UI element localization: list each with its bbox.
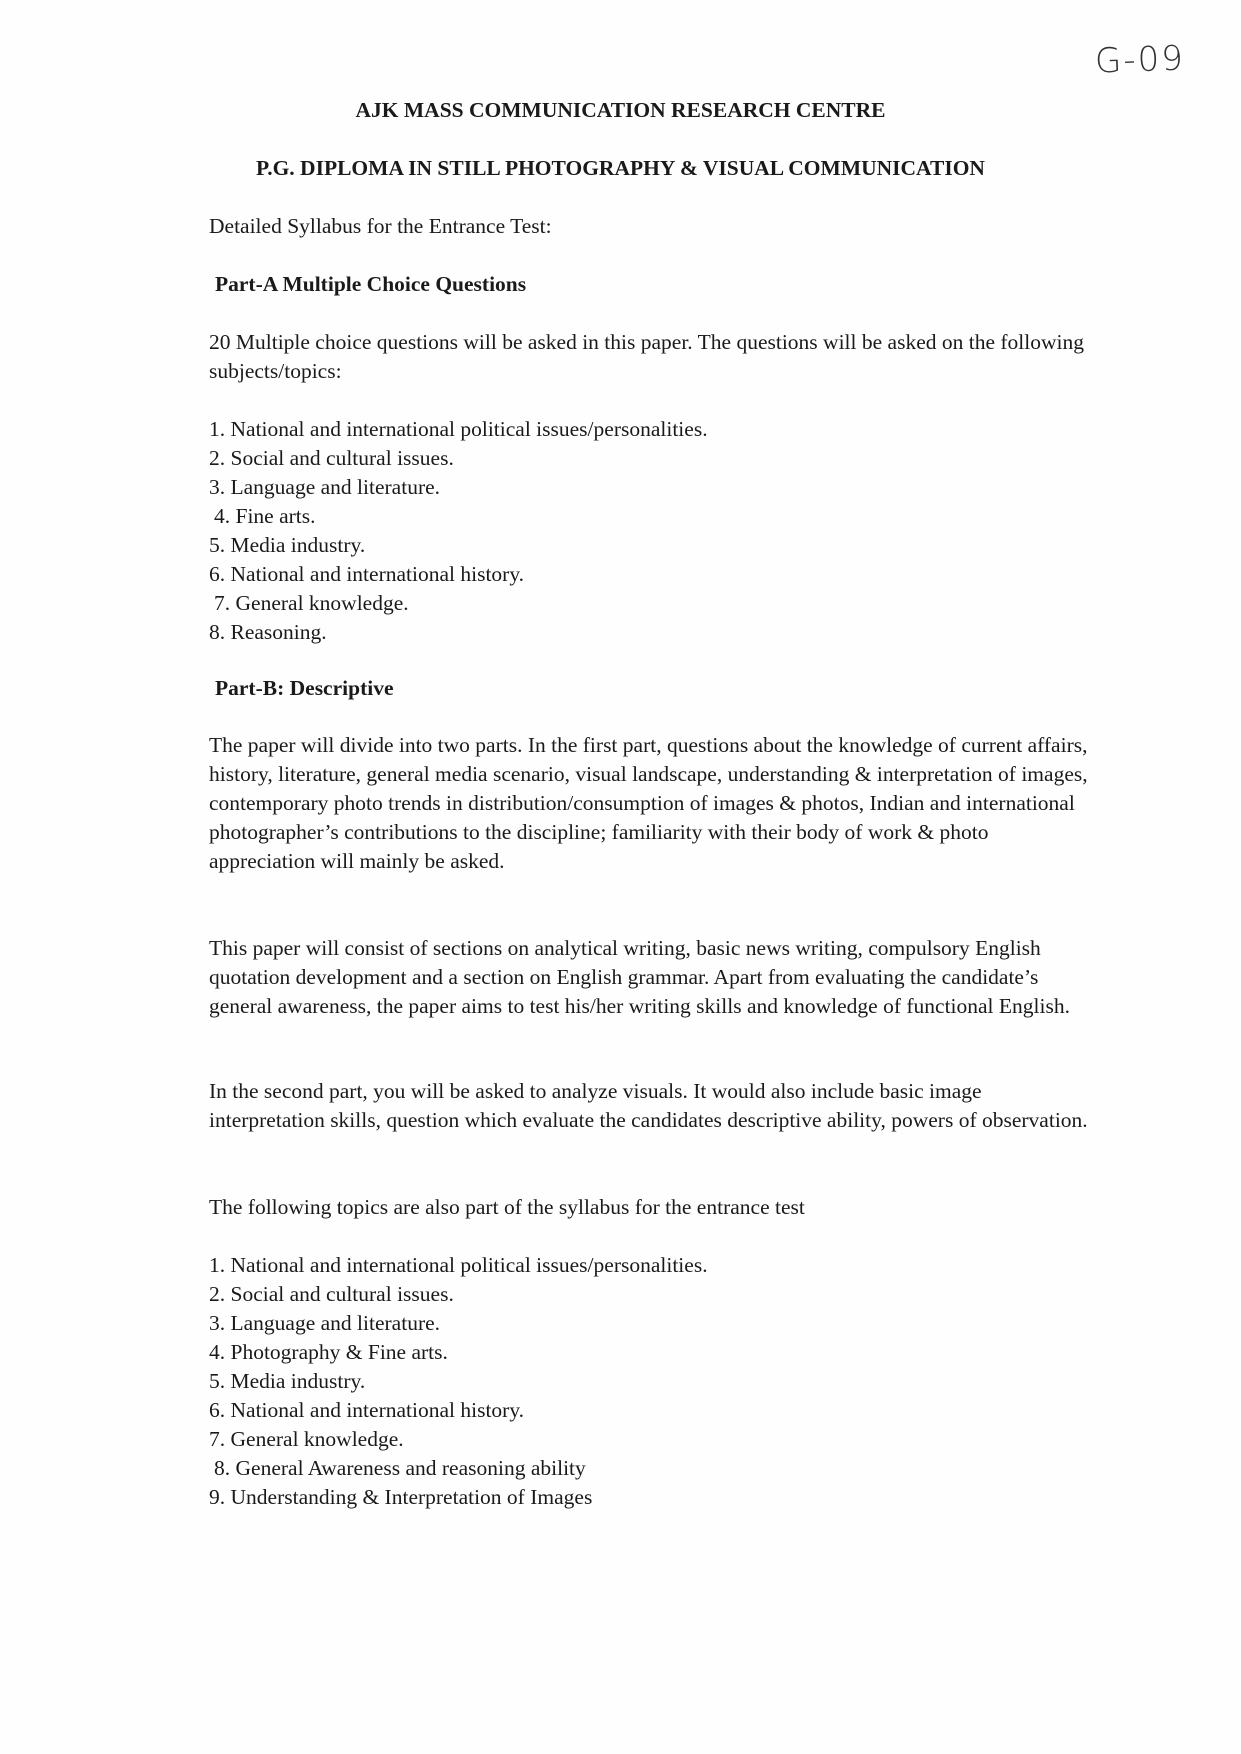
syllabus-topic-list [209, 1251, 1109, 1512]
part-b-paragraph-1: The paper will divide into two parts. In the first part, questions about the knowledge of current affairs, history, literature, general media scenario, visual landscape, understanding & interpretation of images, contemporary photo trends in distribution/consumption of images & photos, Indian and international photographer’s contributions to the discipline; familiarity with their body of work & photo appreciation will mainly be asked. [209, 733, 1088, 873]
list-item: 8. General Awareness and reasoning ability [214, 1456, 586, 1480]
list-item: 2. Social and cultural issues. [209, 1282, 454, 1306]
list-item: 1. National and international political issues/personalities. [209, 1253, 708, 1277]
list-item: 5. Media industry. [209, 1369, 366, 1393]
list-item: 5. Media industry. [209, 533, 366, 557]
list-item: 3. Language and literature. [209, 475, 441, 499]
list-item: 4. Photography & Fine arts. [209, 1340, 448, 1364]
list-item: 4. Fine arts. [214, 504, 316, 528]
list-item: 2. Social and cultural issues. [209, 446, 454, 470]
list-item: 3. Language and literature. [209, 1311, 441, 1335]
list-item: 9. Understanding & Interpretation of Images [209, 1485, 593, 1509]
part-a-heading: Part-A Multiple Choice Questions [215, 272, 527, 296]
syllabus-intro: Detailed Syllabus for the Entrance Test: [209, 214, 552, 238]
part-b-paragraph-3: In the second part, you will be asked to analyze visuals. It would also include basic image interpretation skills, question which evaluate the candidates descriptive ability, powers of observation. [209, 1079, 1088, 1132]
institution-heading: AJK MASS COMMUNICATION RESEARCH CENTRE [355, 98, 886, 122]
part-b-heading: Part-B: Descriptive [215, 676, 394, 700]
program-heading: P.G. DIPLOMA IN STILL PHOTOGRAPHY & VISUAL COMMUNICATION [256, 156, 985, 180]
list-item: 7. General knowledge. [209, 1427, 404, 1451]
list-item: 7. General knowledge. [214, 591, 409, 615]
list-item: 8. Reasoning. [209, 620, 327, 644]
handwritten-doc-code: G-09 [1094, 38, 1186, 82]
list-item: 6. National and international history. [209, 562, 525, 586]
list-item: 6. National and international history. [209, 1398, 525, 1422]
part-a-description: 20 Multiple choice questions will be asked in this paper. The questions will be asked on the following subjects/topics: [209, 330, 1084, 383]
list-item: 1. National and international political issues/personalities. [209, 417, 708, 441]
part-a-topic-list [209, 415, 1109, 647]
topics-intro: The following topics are also part of the syllabus for the entrance test [209, 1195, 805, 1219]
part-b-paragraph-2: This paper will consist of sections on analytical writing, basic news writing, compulsory English quotation development and a section on English grammar. Apart from evaluating the candidate’s general awareness, the paper aims to test his/her writing skills and knowledge of functional English. [209, 936, 1070, 1018]
